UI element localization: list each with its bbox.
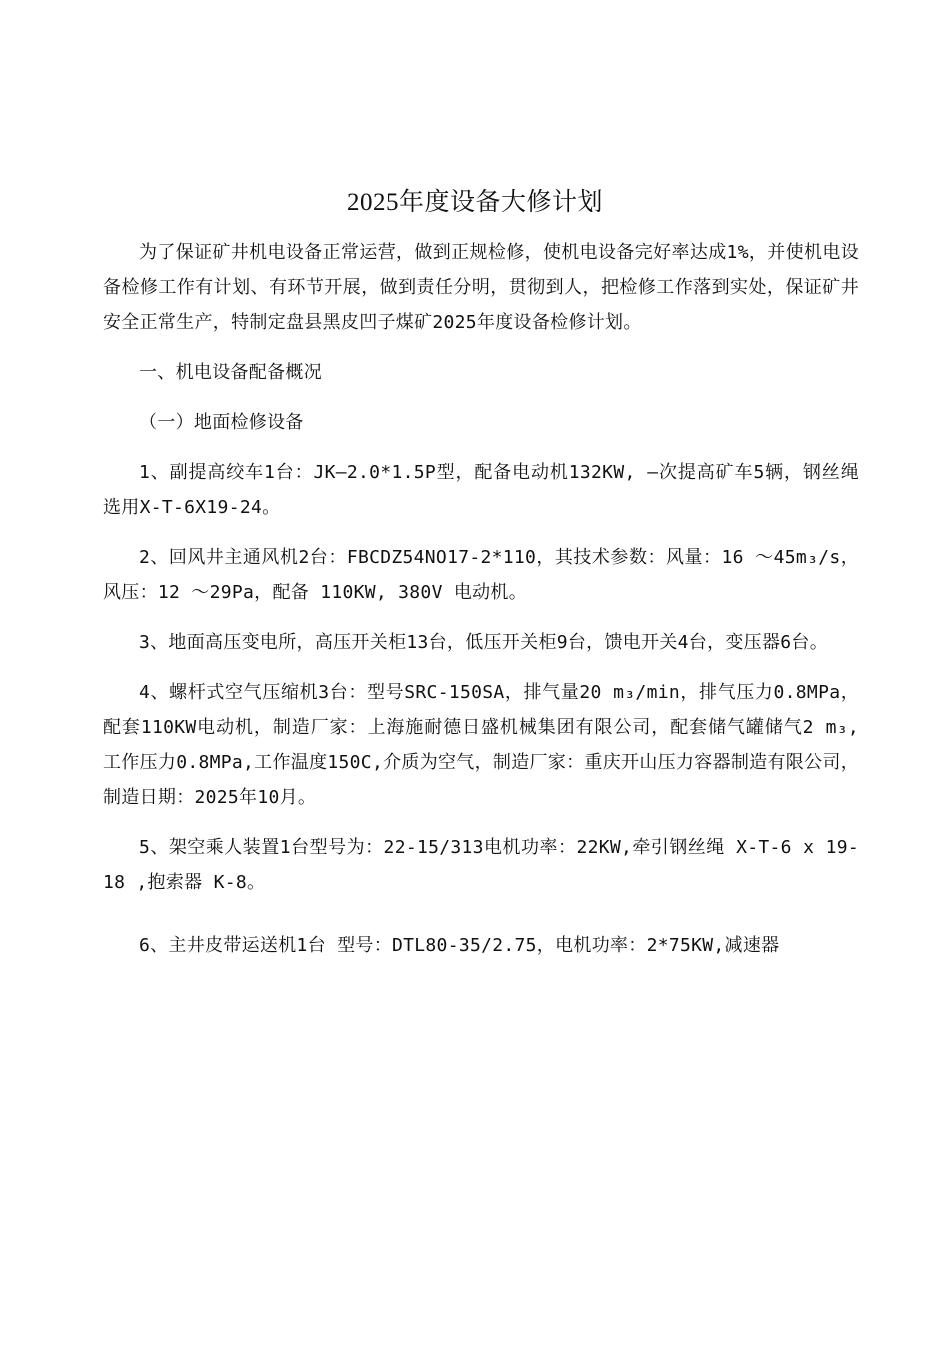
equipment-item-6: 6、主井皮带运送机1台 型号：DTL80-35/2.75，电机功率：2*75KW,减速器 xyxy=(139,935,780,956)
equipment-item-2: 2、回风井主通风机2台：FBCDZ54NO17-2*110，其技术参数：风量：16 ～45m₃/s，风压：12 ～29Pa，配备 110KW, 380V 电动机。 xyxy=(103,547,859,603)
equipment-item-3: 3、地面高压变电所，高压开关柜13台，低压开关柜9台，馈电开关4台，变压器6台。 xyxy=(139,632,829,653)
equipment-item-5: 5、架空乘人装置1台型号为：22-15/313电机功率：22KW,牵引钢丝绳 X-T-6 x 19-18 ,抱索器 K-8。 xyxy=(103,837,859,893)
equipment-item-1: 1、副提高绞车1台：JK—2.0*1.5P型，配备电动机132KW, —次提高矿车5辆，钢丝绳选用X-T-6X19-24。 xyxy=(103,462,859,518)
document-body xyxy=(103,235,859,963)
section-heading-1: 一、机电设备配备概况 xyxy=(139,362,322,383)
subsection-heading-1: （一）地面检修设备 xyxy=(139,412,304,433)
intro-paragraph: 为了保证矿井机电设备正常运营，做到正规检修，使机电设备完好率达成1%，并使机电设备检修工作有计划、有环节开展，做到责任分明，贯彻到人，把检修工作落到实处，保证矿井安全正常生产，特制定盘县黑皮凹子煤矿2025年度设备检修计划。 xyxy=(103,242,859,333)
document-title: 2025年度设备大修计划 xyxy=(346,189,603,216)
equipment-item-4: 4、螺杆式空气压缩机3台：型号SRC-150SA，排气量20 m₃/min，排气压力0.8MPa，配套110KW电动机，制造厂家：上海施耐德日盛机械集团有限公司，配套储气罐储气2 m₃, 工作压力0.8MPa,工作温度150C,介质为空气，制造厂家：重庆开山压力容器制造有限公司，制造日期：2025年10月。 xyxy=(103,682,859,808)
